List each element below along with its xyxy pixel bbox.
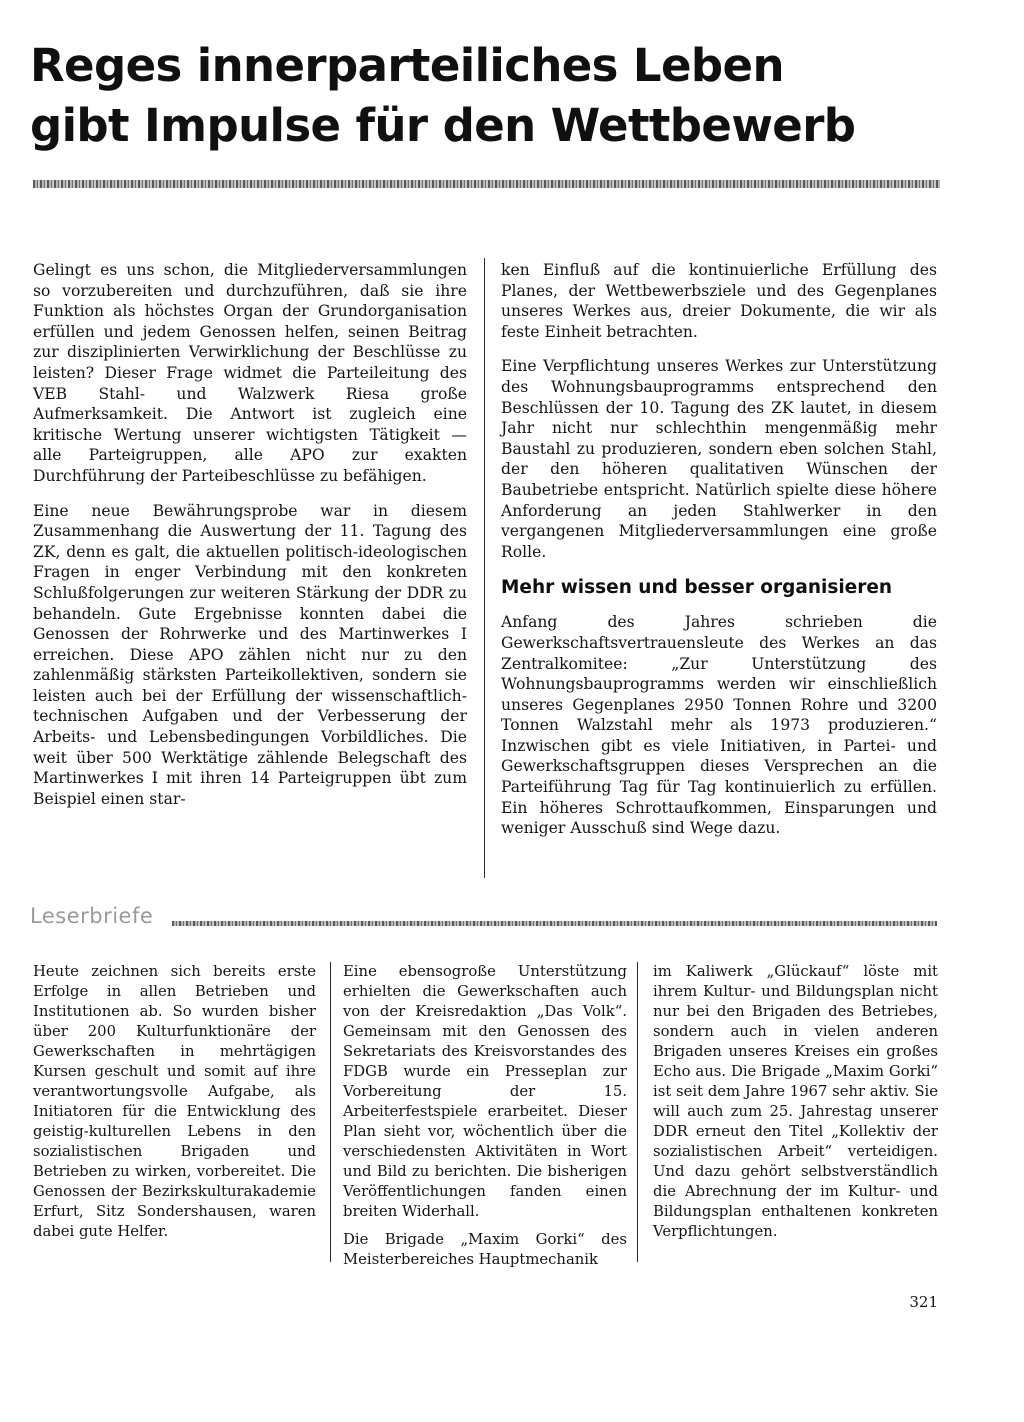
column-divider — [330, 962, 331, 1262]
letters-column-2 — [343, 962, 627, 1270]
letters-column-3 — [653, 962, 938, 1242]
section-rule — [172, 921, 937, 926]
article-column-left — [33, 260, 467, 809]
letters-column-1 — [33, 962, 316, 1242]
article-paragraph: Gelingt es uns schon, die Mitgliederversammlungen so vorzubereiten und durchzuführen, daß sie ihre Funktion als höchstes Organ der Grundorganisation erfüllen und jedem Genossen helfen, seinen Beitrag zur disziplinierten Verwirklichung der Beschlüsse zu leisten? Dieser Frage widmet die Parteileitung des VEB Stahl- und Walzwerk Riesa große Aufmerksamkeit. Die Antwort ist zugleich eine kritische Wertung unserer wichtigsten Tätigkeit — alle Parteigruppen, alle APO zur exakten Durchführung der Parteibeschlüsse zu befähigen. — [33, 261, 467, 485]
article-column-right — [501, 260, 937, 839]
section-label-leserbriefe: Leserbriefe — [30, 904, 154, 928]
article-headline — [30, 36, 950, 156]
column-divider — [484, 258, 485, 878]
column-divider — [637, 962, 638, 1262]
article-paragraph: Eine Verpflichtung unseres Werkes zur Unterstützung des Wohnungsbauprogramms entsprechend den Beschlüssen der 10. Tagung des ZK lautet, in diesem Jahr nicht nur schlechthin mengenmäßig mehr Baustahl zu produzieren, sondern eben solchen Stahl, der den höheren qualitativen Wünschen der Baubetriebe entspricht. Natürlich spielte diese höhere Anforderung an jeden Stahlwerker in den vergangenen Mitgliederversammlungen eine große Rolle. — [501, 357, 937, 561]
article-paragraph: Eine neue Bewährungsprobe war in diesem Zusammenhang die Auswertung der 11. Tagung des ZK, denn es galt, die aktuellen politisch-ideologischen Fragen in enger Verbindung mit den konkreten Schlußfolgerungen zur weiteren Stärkung der DDR zu behandeln. Gute Ergebnisse konnten dabei die Genossen der Rohrwerke und des Martinwerkes I erreichen. Diese APO zählen nicht nur zu den zahlenmäßig stärksten Parteikollektiven, sondern sie leisten auch bei der Erfüllung der wissenschaftlich-technischen Aufgaben und der Verbesserung der Arbeits- und Lebensbedingungen Vorbildliches. Die weit über 500 Werktätige zählende Belegschaft des Martinwerkes I mit ihren 14 Parteigruppen übt zum Beispiel einen star- — [33, 501, 467, 808]
letter-paragraph: Die Brigade „Maxim Gorki“ des Meisterbereiches Hauptmechanik — [343, 1231, 627, 1268]
letter-paragraph: Heute zeichnen sich bereits erste Erfolge in allen Betrieben und Institutionen ab. So wurden bisher über 200 Kulturfunktionäre der Gewerkschaften in mehrtägigen Kursen geschult und somit auf ihre verantwortungsvolle Aufgabe, als Initiatoren für die Entwicklung des geistig-kulturellen Lebens in den sozialistischen Brigaden und Betrieben zu wirken, vorbereitet. Die Genossen der Bezirkskulturakademie Erfurt, Sitz Sondershausen, waren dabei gute Helfer. — [33, 963, 316, 1240]
article-paragraph: Anfang des Jahres schrieben die Gewerkschaftsvertrauensleute des Werkes an das Zentralkomitee: „Zur Unterstützung des Wohnungsbauprogramms werden wir einschließlich unseres Gegenplanes 2950 Tonnen Rohre und 3200 Tonnen Walzstahl mehr als 1973 produzieren.“ Inzwischen gibt es viele Initiativen, in Partei- und Gewerkschaftsgruppen dieses Versprechen an die Parteiführung Tag für Tag kontinuierlich zu erfüllen. Ein höheres Schrottaufkommen, Einsparungen und weniger Ausschuß sind Wege dazu. — [501, 613, 937, 838]
headline-line-1: Reges innerparteiliches Leben — [30, 39, 784, 92]
headline-line-2: gibt Impulse für den Wettbewerb — [30, 99, 856, 152]
headline-rule — [33, 180, 940, 188]
article-subheading: Mehr wissen und besser organisieren — [501, 577, 893, 599]
article-paragraph: ken Einfluß auf die kontinuierliche Erfüllung des Planes, der Wettbewerbsziele und des Gegenplanes unseres Werkes aus, dreier Dokumente, die wir als feste Einheit betrachten. — [501, 261, 937, 341]
letter-paragraph: Eine ebensogroße Unterstützung erhielten die Gewerkschaften auch von der Kreisredaktion „Das Volk“. Gemeinsam mit den Genossen des Sekretariats des Kreisvorstandes des FDGB wurde ein Presseplan zur Vorbereitung der 15. Arbeiterfestspiele erarbeitet. Dieser Plan sieht vor, wöchentlich über die verschiedensten Aktivitäten in Wort und Bild zu berichten. Die bisherigen Veröffentlichungen fanden einen breiten Widerhall. — [343, 963, 627, 1220]
page-number: 321 — [909, 1293, 938, 1311]
letter-paragraph: im Kaliwerk „Glückauf“ löste mit ihrem Kultur- und Bildungsplan nicht nur bei den Brigaden des Betriebes, sondern auch in vielen anderen Brigaden unseres Kreises ein großes Echo aus. Die Brigade „Maxim Gorki“ ist seit dem Jahre 1967 sehr aktiv. Sie will auch zum 25. Jahrestag unserer DDR erneut den Titel „Kollektiv der sozialistischen Arbeit“ verteidigen. Und dazu gehört selbstverständlich die Abrechnung der im Kultur- und Bildungsplan enthaltenen konkreten Verpflichtungen. — [653, 963, 938, 1240]
